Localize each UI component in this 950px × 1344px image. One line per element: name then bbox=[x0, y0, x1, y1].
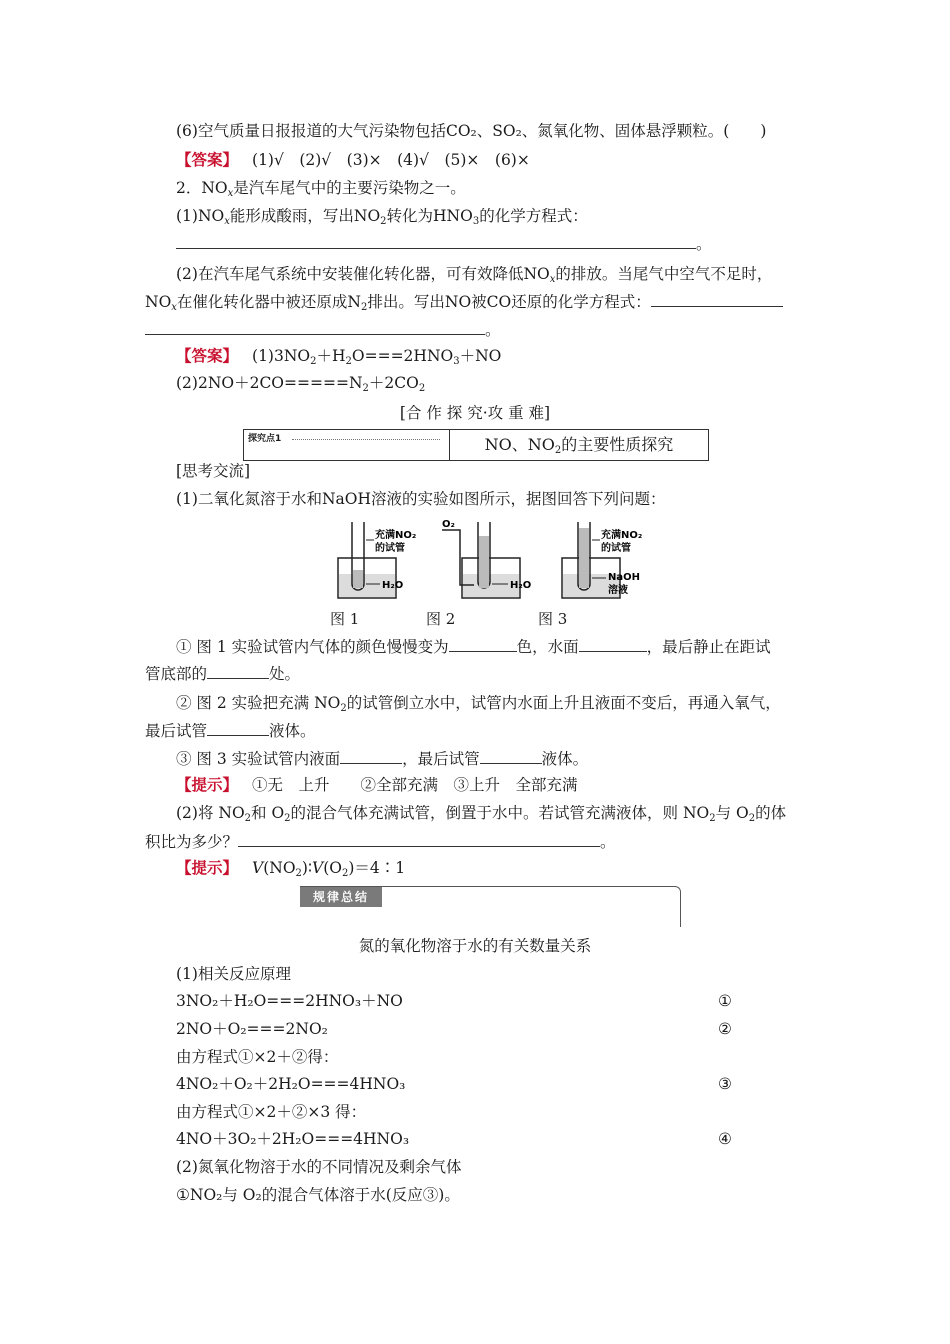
item1-b: 色，水面 bbox=[516, 638, 579, 656]
answer2-c: O===2HNO bbox=[351, 347, 454, 365]
q2-1-sub: x bbox=[224, 216, 230, 227]
item2-a: ② 图 2 实验把充满 NO bbox=[176, 694, 341, 712]
explore-title-a: NO、NO bbox=[484, 435, 555, 454]
hint-1-line bbox=[176, 774, 578, 796]
fig2-water: H₂O bbox=[510, 580, 532, 591]
think-question-1: (1)二氧化氮溶于水和NaOH溶液的实验如图所示，据图回答下列问题： bbox=[176, 490, 666, 508]
think-label: [思考交流] bbox=[176, 462, 251, 480]
fig2-o2: O₂ bbox=[442, 519, 455, 530]
q-ratio-d: 与 O bbox=[715, 804, 749, 822]
item-2: ② 图 2 实验把充满 $NO_2$的试管倒立水中，试管内水面上升且液面不变后，再通入氧气， bbox=[176, 694, 781, 714]
equation-4: 4NO＋3O₂＋2H₂O===4HNO₃ bbox=[176, 1130, 410, 1148]
answer-2-line: 【答案】 $(1)3NO_2+H_2O===2HNO_3+NO$ bbox=[176, 347, 502, 367]
hint-2-line: 【提示】 $V(NO_2)∶V(O_2)=4∶1$ bbox=[176, 859, 406, 879]
period: 。 bbox=[696, 235, 712, 253]
equation-1: 3NO₂＋H₂O===2HNO₃＋NO bbox=[176, 992, 403, 1010]
item2-b: 的试管倒立水中，试管内水面上升且液面不变后，再通入氧气， bbox=[346, 694, 781, 712]
answer-blank[interactable] bbox=[176, 232, 696, 249]
item2-c: 最后试管 bbox=[145, 722, 208, 740]
explore-title: NO、$NO_2$的主要性质探究 bbox=[484, 435, 674, 456]
answer-blank[interactable] bbox=[449, 635, 517, 652]
q-ratio-f: 积比为多少？ bbox=[145, 833, 239, 851]
hint2-b: (NO bbox=[263, 859, 296, 877]
answer-blank[interactable] bbox=[145, 318, 485, 335]
period: 。 bbox=[485, 321, 501, 339]
hint2-f: )＝4∶1 bbox=[348, 859, 406, 877]
derivation-2: 由方程式①×2＋②×3 得： bbox=[176, 1103, 367, 1121]
period: 。 bbox=[600, 833, 616, 851]
item-3 bbox=[176, 747, 588, 770]
item-1 bbox=[176, 635, 771, 658]
q-ratio-c: 的混合气体充满试管，倒置于水中。若试管充满液体，则 NO bbox=[290, 804, 710, 822]
hint2-a: V bbox=[252, 859, 264, 877]
hint-label: 【提示】 bbox=[176, 776, 239, 794]
section-header: [合 作 探 究·攻 重 难] bbox=[399, 404, 551, 422]
explore-title-b: 的主要性质探究 bbox=[561, 435, 674, 454]
question-ratio-cont bbox=[145, 830, 616, 853]
hint-1-text: ①无 上升 ②全部充满 ③上升 全部充满 bbox=[252, 776, 578, 794]
dotted-rule bbox=[292, 439, 440, 440]
answer2-a: (1)3NO bbox=[252, 347, 311, 365]
hint2-d: V bbox=[312, 859, 324, 877]
figure-1-caption: 图 1 bbox=[330, 610, 360, 628]
answer-blank[interactable] bbox=[207, 662, 269, 679]
answer-blank[interactable] bbox=[579, 635, 647, 652]
explore-point-box bbox=[243, 429, 709, 461]
equation-4-number: ④ bbox=[718, 1130, 732, 1148]
question-2-2: (2)在汽车尾气系统中安装催化转化器，可有效降低$NO_x$的排放。当尾气中空气不足时， bbox=[176, 265, 773, 285]
q2-1-d: 的化学方程式： bbox=[479, 207, 588, 225]
hint2-e: (O bbox=[323, 859, 342, 877]
answer-blank[interactable] bbox=[651, 290, 783, 307]
figure-3-caption: 图 3 bbox=[538, 610, 568, 628]
answer-blank[interactable] bbox=[480, 747, 542, 764]
q2-1-c: 转化为HNO bbox=[386, 207, 473, 225]
q2-title-rest: 是汽车尾气中的主要污染物之一。 bbox=[233, 179, 466, 197]
item-1-cont bbox=[145, 662, 300, 685]
q2-2-a: (2)在汽车尾气系统中安装催化转化器，可有效降低NO bbox=[176, 265, 550, 283]
q2-2-e: 排出。写出NO被CO还原的化学方程式： bbox=[367, 293, 651, 311]
answer-1-line bbox=[176, 149, 530, 171]
summary-box bbox=[300, 886, 681, 927]
item1-e: 处。 bbox=[269, 665, 301, 683]
fig1-label-1: 充满NO₂ bbox=[375, 530, 417, 541]
fig3-label-2: 的试管 bbox=[601, 543, 631, 554]
explore-tag-cell bbox=[244, 430, 450, 460]
answer-blank-line-2 bbox=[145, 318, 501, 341]
equation-3-number: ③ bbox=[718, 1075, 732, 1093]
item1-d: 管底部的 bbox=[145, 665, 208, 683]
q2-2-d: 在催化转化器中被还原成N bbox=[176, 293, 361, 311]
experiment-illustration bbox=[330, 518, 650, 608]
summary-title: 氮的氧化物溶于水的有关数量关系 bbox=[358, 937, 592, 955]
answer2-2-b: ＋2CO bbox=[368, 374, 419, 392]
item2-d: 液体。 bbox=[269, 722, 316, 740]
q-ratio-e: 的体 bbox=[755, 804, 787, 822]
q2-2-b: 的排放。当尾气中空气不足时， bbox=[555, 265, 773, 283]
fig3-label-1: 充满NO₂ bbox=[601, 530, 643, 541]
item1-c: ，最后静止在距试 bbox=[646, 638, 771, 656]
equation-3: 4NO₂＋O₂＋2H₂O===4HNO₃ bbox=[176, 1075, 406, 1093]
answer-1-text: (1)√ (2)√ (3)× (4)√ (5)× (6)× bbox=[252, 151, 530, 169]
fig3-naoh-2: 溶液 bbox=[608, 585, 628, 596]
fig1-label-2: 的试管 bbox=[375, 543, 405, 554]
answer-blank-line-1 bbox=[176, 232, 712, 255]
question-2-2-cont: $NO_x$在催化转化器中被还原成$N_2$排出。写出NO被CO还原的化学方程式： bbox=[145, 290, 783, 319]
question-2-1: $(1)NO_x$能形成酸雨，写出$NO_2$转化为$HNO_3$的化学方程式： bbox=[176, 207, 588, 227]
answer2-d: ＋NO bbox=[459, 347, 502, 365]
answer-2-2: $(2)2NO+2CO=====N_2+2CO_2$ bbox=[176, 374, 426, 394]
q2-1-b: 能形成酸雨，写出NO bbox=[229, 207, 381, 225]
experiment-figure bbox=[330, 518, 650, 618]
fig3-naoh-1: NaOH bbox=[608, 572, 640, 583]
hint2-c: )∶ bbox=[301, 859, 313, 877]
q2-title-text: 2．NO bbox=[176, 179, 228, 197]
answer-blank[interactable] bbox=[238, 830, 600, 847]
item3-a: ③ 图 3 实验试管内液面 bbox=[176, 750, 341, 768]
hint-label: 【提示】 bbox=[176, 859, 239, 877]
answer2-2-a: (2)2NO＋2CO=====N bbox=[176, 374, 363, 392]
summary-s1: (1)相关反应原理 bbox=[176, 965, 291, 983]
q2-2-c: NO bbox=[145, 293, 172, 311]
equation-2: 2NO＋O₂===2NO₂ bbox=[176, 1020, 328, 1038]
explore-tag: 探究点1 bbox=[248, 434, 282, 444]
item3-b: ，最后试管 bbox=[402, 750, 480, 768]
equation-2-number: ② bbox=[718, 1020, 732, 1038]
answer2-b: ＋H bbox=[316, 347, 346, 365]
summary-s2-1: ①NO₂与 O₂的混合气体溶于水(反应③)。 bbox=[176, 1186, 460, 1204]
figure-2-caption: 图 2 bbox=[426, 610, 456, 628]
answer-blank[interactable] bbox=[340, 747, 402, 764]
item3-c: 液体。 bbox=[541, 750, 589, 768]
fig1-water: H₂O bbox=[382, 580, 404, 591]
answer-label: 【答案】 bbox=[176, 347, 239, 365]
equation-1-number: ① bbox=[718, 992, 732, 1010]
answer-blank[interactable] bbox=[207, 719, 269, 736]
question-2-title bbox=[176, 177, 466, 205]
summary-tag: 规律总结 bbox=[300, 887, 382, 907]
figure-2-apparatus bbox=[442, 522, 520, 598]
summary-s2: (2)氮氧化物溶于水的不同情况及剩余气体 bbox=[176, 1158, 462, 1176]
question-ratio: (2)将 $NO_2$和 $O_2$的混合气体充满试管，倒置于水中。若试管充满液体，则 $NO_2$与 $O_2$的体 bbox=[176, 804, 787, 824]
q-ratio-b: 和 O bbox=[251, 804, 285, 822]
item-2-cont bbox=[145, 719, 316, 742]
q2-1-a: (1)NO bbox=[176, 207, 225, 225]
item1-a: ① 图 1 实验试管内气体的颜色慢慢变为 bbox=[176, 638, 449, 656]
derivation-1: 由方程式①×2＋②得： bbox=[176, 1048, 339, 1066]
q2-title-sub: x bbox=[227, 188, 234, 199]
q-ratio-a: (2)将 NO bbox=[176, 804, 245, 822]
question-6: (6)空气质量日报报道的大气污染物包括CO₂、SO₂、氮氧化物、固体悬浮颗粒。( ) bbox=[176, 122, 767, 140]
answer-label: 【答案】 bbox=[176, 151, 239, 169]
